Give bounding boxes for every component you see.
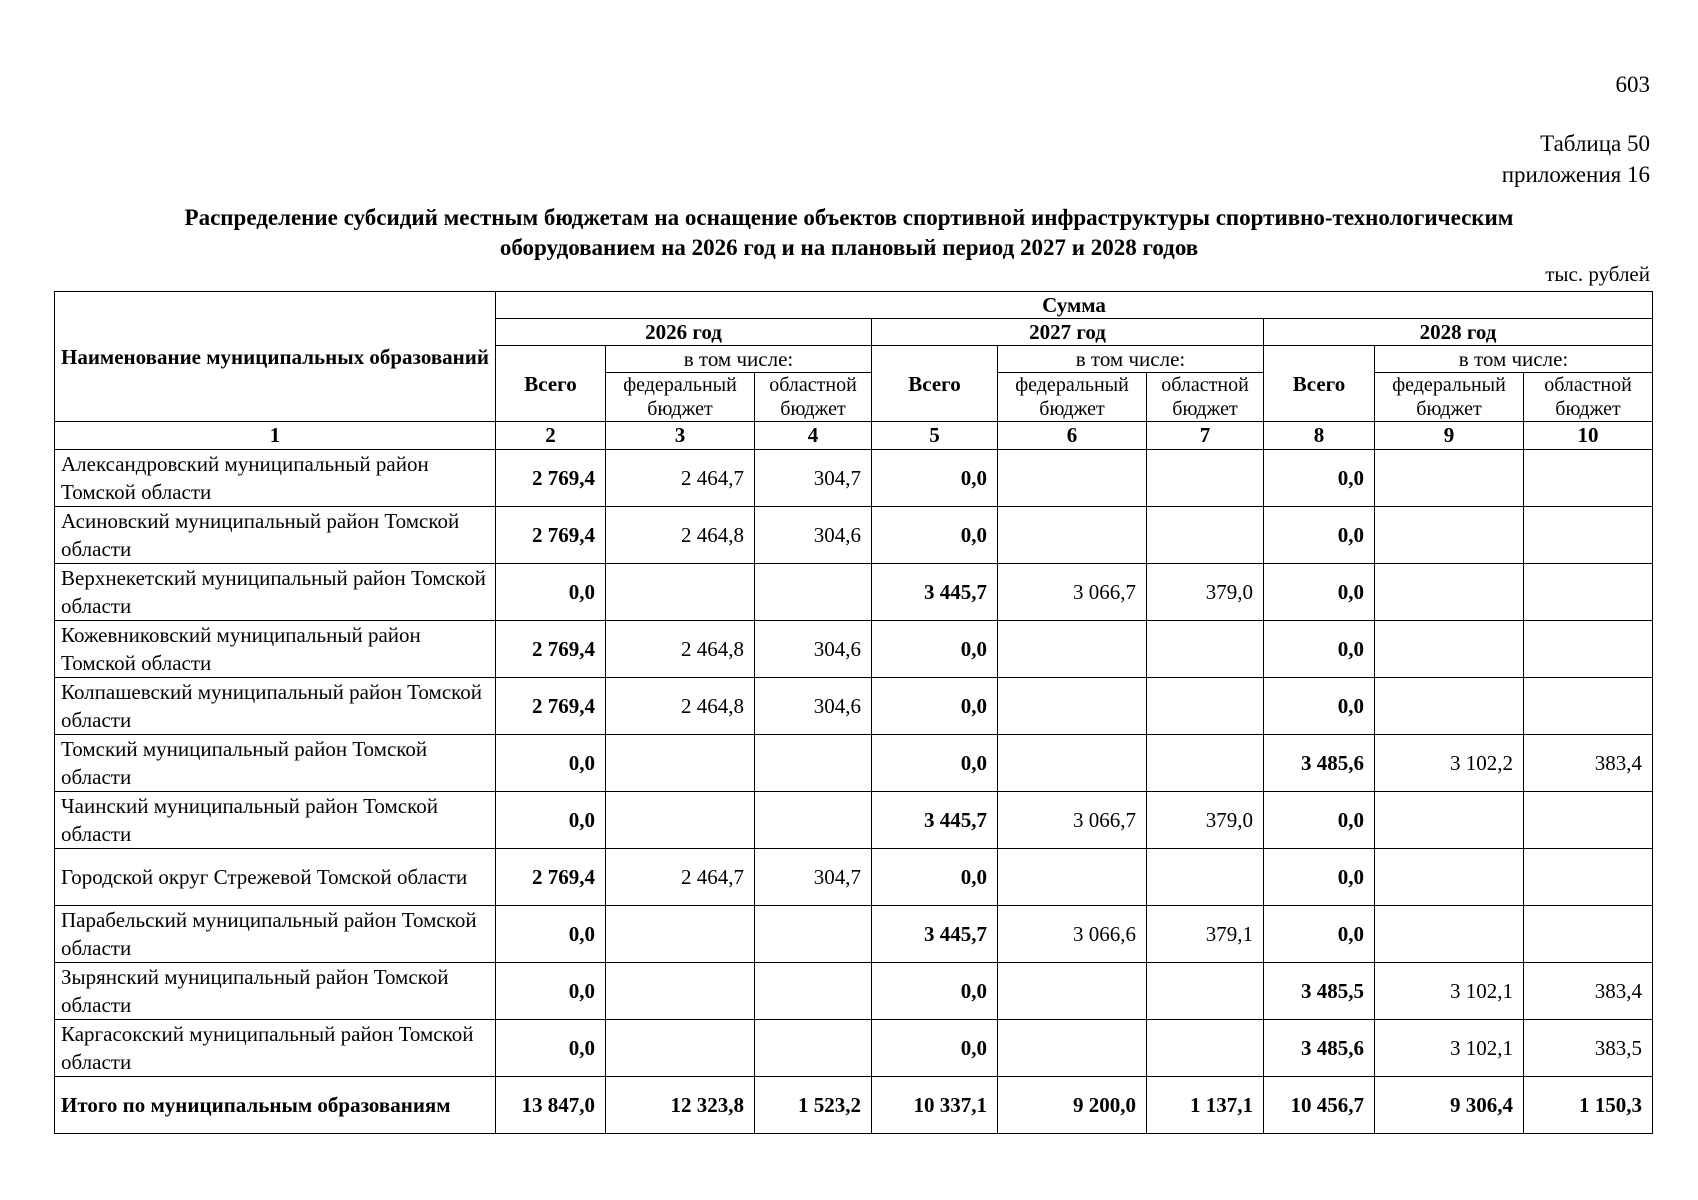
value-cell: 0,0: [496, 564, 606, 621]
value-cell: 9 306,4: [1375, 1077, 1524, 1134]
appendix-number: приложения 16: [1501, 162, 1650, 187]
value-cell: [1524, 507, 1653, 564]
document-title-line-1: Распределение субсидий местным бюджетам на оснащение объектов спортивной инфраструктуры спортивно-технологическим: [184, 205, 1514, 230]
value-cell: [1524, 792, 1653, 849]
value-cell: 383,4: [1524, 735, 1653, 792]
table-reference: [1502, 128, 1650, 190]
table-row: [55, 1020, 1653, 1077]
subsidies-table: [54, 291, 1653, 1134]
regional-2028-header: областной бюджет: [1524, 373, 1653, 422]
value-cell: 1 523,2: [755, 1077, 872, 1134]
value-cell: 2 464,8: [606, 621, 755, 678]
value-cell: 10 456,7: [1264, 1077, 1375, 1134]
table-row: [55, 792, 1653, 849]
value-cell: [606, 735, 755, 792]
column-number: 5: [872, 422, 998, 450]
value-cell: [998, 1020, 1147, 1077]
value-cell: 2 464,8: [606, 507, 755, 564]
value-cell: [1375, 621, 1524, 678]
value-cell: 2 769,4: [496, 621, 606, 678]
table-row: [55, 906, 1653, 963]
value-cell: 0,0: [872, 1020, 998, 1077]
value-cell: [1524, 849, 1653, 906]
municipality-name: Каргасокский муниципальный район Томской области: [55, 1020, 496, 1077]
municipality-name: Асиновский муниципальный район Томской области: [55, 507, 496, 564]
including-2028-header: в том числе:: [1375, 346, 1653, 373]
value-cell: 2 769,4: [496, 678, 606, 735]
value-cell: 3 066,6: [998, 906, 1147, 963]
value-cell: [1524, 621, 1653, 678]
value-cell: 304,6: [755, 507, 872, 564]
value-cell: 0,0: [1264, 849, 1375, 906]
value-cell: [606, 564, 755, 621]
municipality-name: Чаинский муниципальный район Томской области: [55, 792, 496, 849]
units-label: тыс. рублей: [1545, 262, 1650, 286]
value-cell: [606, 1020, 755, 1077]
municipality-name: Александровский муниципальный район Томской области: [55, 450, 496, 507]
value-cell: [998, 450, 1147, 507]
column-number: 2: [496, 422, 606, 450]
value-cell: 1 137,1: [1147, 1077, 1264, 1134]
municipality-name: Колпашевский муниципальный район Томской области: [55, 678, 496, 735]
value-cell: 0,0: [1264, 564, 1375, 621]
value-cell: 9 200,0: [998, 1077, 1147, 1134]
value-cell: 3 066,7: [998, 564, 1147, 621]
value-cell: 3 102,1: [1375, 963, 1524, 1020]
value-cell: 0,0: [872, 735, 998, 792]
total-2026-header: Всего: [496, 346, 606, 422]
value-cell: [606, 906, 755, 963]
table-row: [55, 621, 1653, 678]
value-cell: 3 102,2: [1375, 735, 1524, 792]
value-cell: [1147, 849, 1264, 906]
value-cell: 3 102,1: [1375, 1020, 1524, 1077]
value-cell: 10 337,1: [872, 1077, 998, 1134]
value-cell: 0,0: [1264, 678, 1375, 735]
value-cell: [755, 906, 872, 963]
value-cell: 2 464,7: [606, 450, 755, 507]
value-cell: [1375, 678, 1524, 735]
document-title: [54, 203, 1644, 263]
value-cell: [755, 1020, 872, 1077]
value-cell: 379,1: [1147, 906, 1264, 963]
value-cell: [1524, 678, 1653, 735]
federal-2026-header: федеральный бюджет: [606, 373, 755, 422]
value-cell: 3 445,7: [872, 906, 998, 963]
column-number: 8: [1264, 422, 1375, 450]
table-row: [55, 963, 1653, 1020]
table-row: [55, 564, 1653, 621]
value-cell: [998, 678, 1147, 735]
value-cell: 3 485,6: [1264, 1020, 1375, 1077]
year-2026-header: 2026 год: [496, 319, 872, 346]
value-cell: [1147, 507, 1264, 564]
including-2027-header: в том числе:: [998, 346, 1264, 373]
value-cell: 304,6: [755, 678, 872, 735]
sum-header: Сумма: [496, 292, 1653, 319]
column-number: 7: [1147, 422, 1264, 450]
value-cell: 304,6: [755, 621, 872, 678]
value-cell: [1147, 450, 1264, 507]
value-cell: [1524, 906, 1653, 963]
value-cell: [755, 963, 872, 1020]
value-cell: 0,0: [496, 792, 606, 849]
table-row: [55, 735, 1653, 792]
value-cell: [755, 735, 872, 792]
value-cell: 379,0: [1147, 564, 1264, 621]
value-cell: [1147, 1020, 1264, 1077]
table-row: [55, 849, 1653, 906]
value-cell: [1375, 564, 1524, 621]
value-cell: 0,0: [872, 963, 998, 1020]
value-cell: 0,0: [496, 906, 606, 963]
value-cell: 383,5: [1524, 1020, 1653, 1077]
value-cell: 0,0: [496, 735, 606, 792]
value-cell: [998, 963, 1147, 1020]
municipality-name: Кожевниковский муниципальный район Томской области: [55, 621, 496, 678]
value-cell: 0,0: [872, 621, 998, 678]
value-cell: 0,0: [496, 1020, 606, 1077]
value-cell: 0,0: [1264, 507, 1375, 564]
value-cell: [1147, 621, 1264, 678]
value-cell: [998, 507, 1147, 564]
value-cell: [1375, 792, 1524, 849]
value-cell: 2 769,4: [496, 849, 606, 906]
value-cell: [606, 963, 755, 1020]
column-number: 10: [1524, 422, 1653, 450]
federal-2028-header: федеральный бюджет: [1375, 373, 1524, 422]
value-cell: 304,7: [755, 450, 872, 507]
table-header: [55, 292, 1653, 450]
municipality-name: Томский муниципальный район Томской области: [55, 735, 496, 792]
value-cell: [606, 792, 755, 849]
value-cell: 0,0: [1264, 792, 1375, 849]
value-cell: 3 066,7: [998, 792, 1147, 849]
value-cell: 3 485,6: [1264, 735, 1375, 792]
column-number: 6: [998, 422, 1147, 450]
column-number: 3: [606, 422, 755, 450]
value-cell: 379,0: [1147, 792, 1264, 849]
value-cell: [998, 849, 1147, 906]
municipality-name: Городской округ Стрежевой Томской области: [55, 849, 496, 906]
value-cell: [755, 564, 872, 621]
regional-2027-header: областной бюджет: [1147, 373, 1264, 422]
table-row: [55, 678, 1653, 735]
total-2028-header: Всего: [1264, 346, 1375, 422]
value-cell: [998, 621, 1147, 678]
municipality-column-header: Наименование муниципальных образований: [55, 292, 496, 422]
total-row: [55, 1077, 1653, 1134]
value-cell: [1375, 507, 1524, 564]
including-2026-header: в том числе:: [606, 346, 872, 373]
value-cell: 0,0: [1264, 450, 1375, 507]
value-cell: 304,7: [755, 849, 872, 906]
value-cell: 383,4: [1524, 963, 1653, 1020]
year-2028-header: 2028 год: [1264, 319, 1653, 346]
value-cell: 12 323,8: [606, 1077, 755, 1134]
municipality-name: Верхнекетский муниципальный район Томской области: [55, 564, 496, 621]
value-cell: 0,0: [872, 849, 998, 906]
value-cell: 3 445,7: [872, 564, 998, 621]
value-cell: 0,0: [872, 450, 998, 507]
value-cell: 0,0: [1264, 621, 1375, 678]
column-numbers-row: [55, 422, 1653, 450]
document-title-line-2: оборудованием на 2026 год и на плановый период 2027 и 2028 годов: [499, 235, 1199, 260]
table-row: [55, 507, 1653, 564]
value-cell: [998, 735, 1147, 792]
year-2027-header: 2027 год: [872, 319, 1264, 346]
value-cell: [1524, 450, 1653, 507]
value-cell: [1375, 849, 1524, 906]
value-cell: [1147, 735, 1264, 792]
column-number: 1: [55, 422, 496, 450]
total-row-label: Итого по муниципальным образованиям: [55, 1077, 496, 1134]
value-cell: 3 485,5: [1264, 963, 1375, 1020]
value-cell: 13 847,0: [496, 1077, 606, 1134]
value-cell: [1147, 678, 1264, 735]
table-number: Таблица 50: [1540, 131, 1650, 156]
value-cell: [1147, 963, 1264, 1020]
value-cell: 0,0: [872, 507, 998, 564]
federal-2027-header: федеральный бюджет: [998, 373, 1147, 422]
column-number: 9: [1375, 422, 1524, 450]
column-number: 4: [755, 422, 872, 450]
value-cell: [755, 792, 872, 849]
value-cell: 0,0: [872, 678, 998, 735]
value-cell: 2 769,4: [496, 507, 606, 564]
table-row: [55, 450, 1653, 507]
total-2027-header: Всего: [872, 346, 998, 422]
regional-2026-header: областной бюджет: [755, 373, 872, 422]
value-cell: 2 464,7: [606, 849, 755, 906]
value-cell: [1375, 450, 1524, 507]
value-cell: 2 464,8: [606, 678, 755, 735]
value-cell: 0,0: [1264, 906, 1375, 963]
value-cell: [1375, 906, 1524, 963]
table-body: [55, 450, 1653, 1134]
value-cell: 2 769,4: [496, 450, 606, 507]
value-cell: [1524, 564, 1653, 621]
value-cell: 1 150,3: [1524, 1077, 1653, 1134]
value-cell: 0,0: [496, 963, 606, 1020]
municipality-name: Парабельский муниципальный район Томской области: [55, 906, 496, 963]
municipality-name: Зырянский муниципальный район Томской области: [55, 963, 496, 1020]
page-number: 603: [1615, 72, 1650, 97]
value-cell: 3 445,7: [872, 792, 998, 849]
